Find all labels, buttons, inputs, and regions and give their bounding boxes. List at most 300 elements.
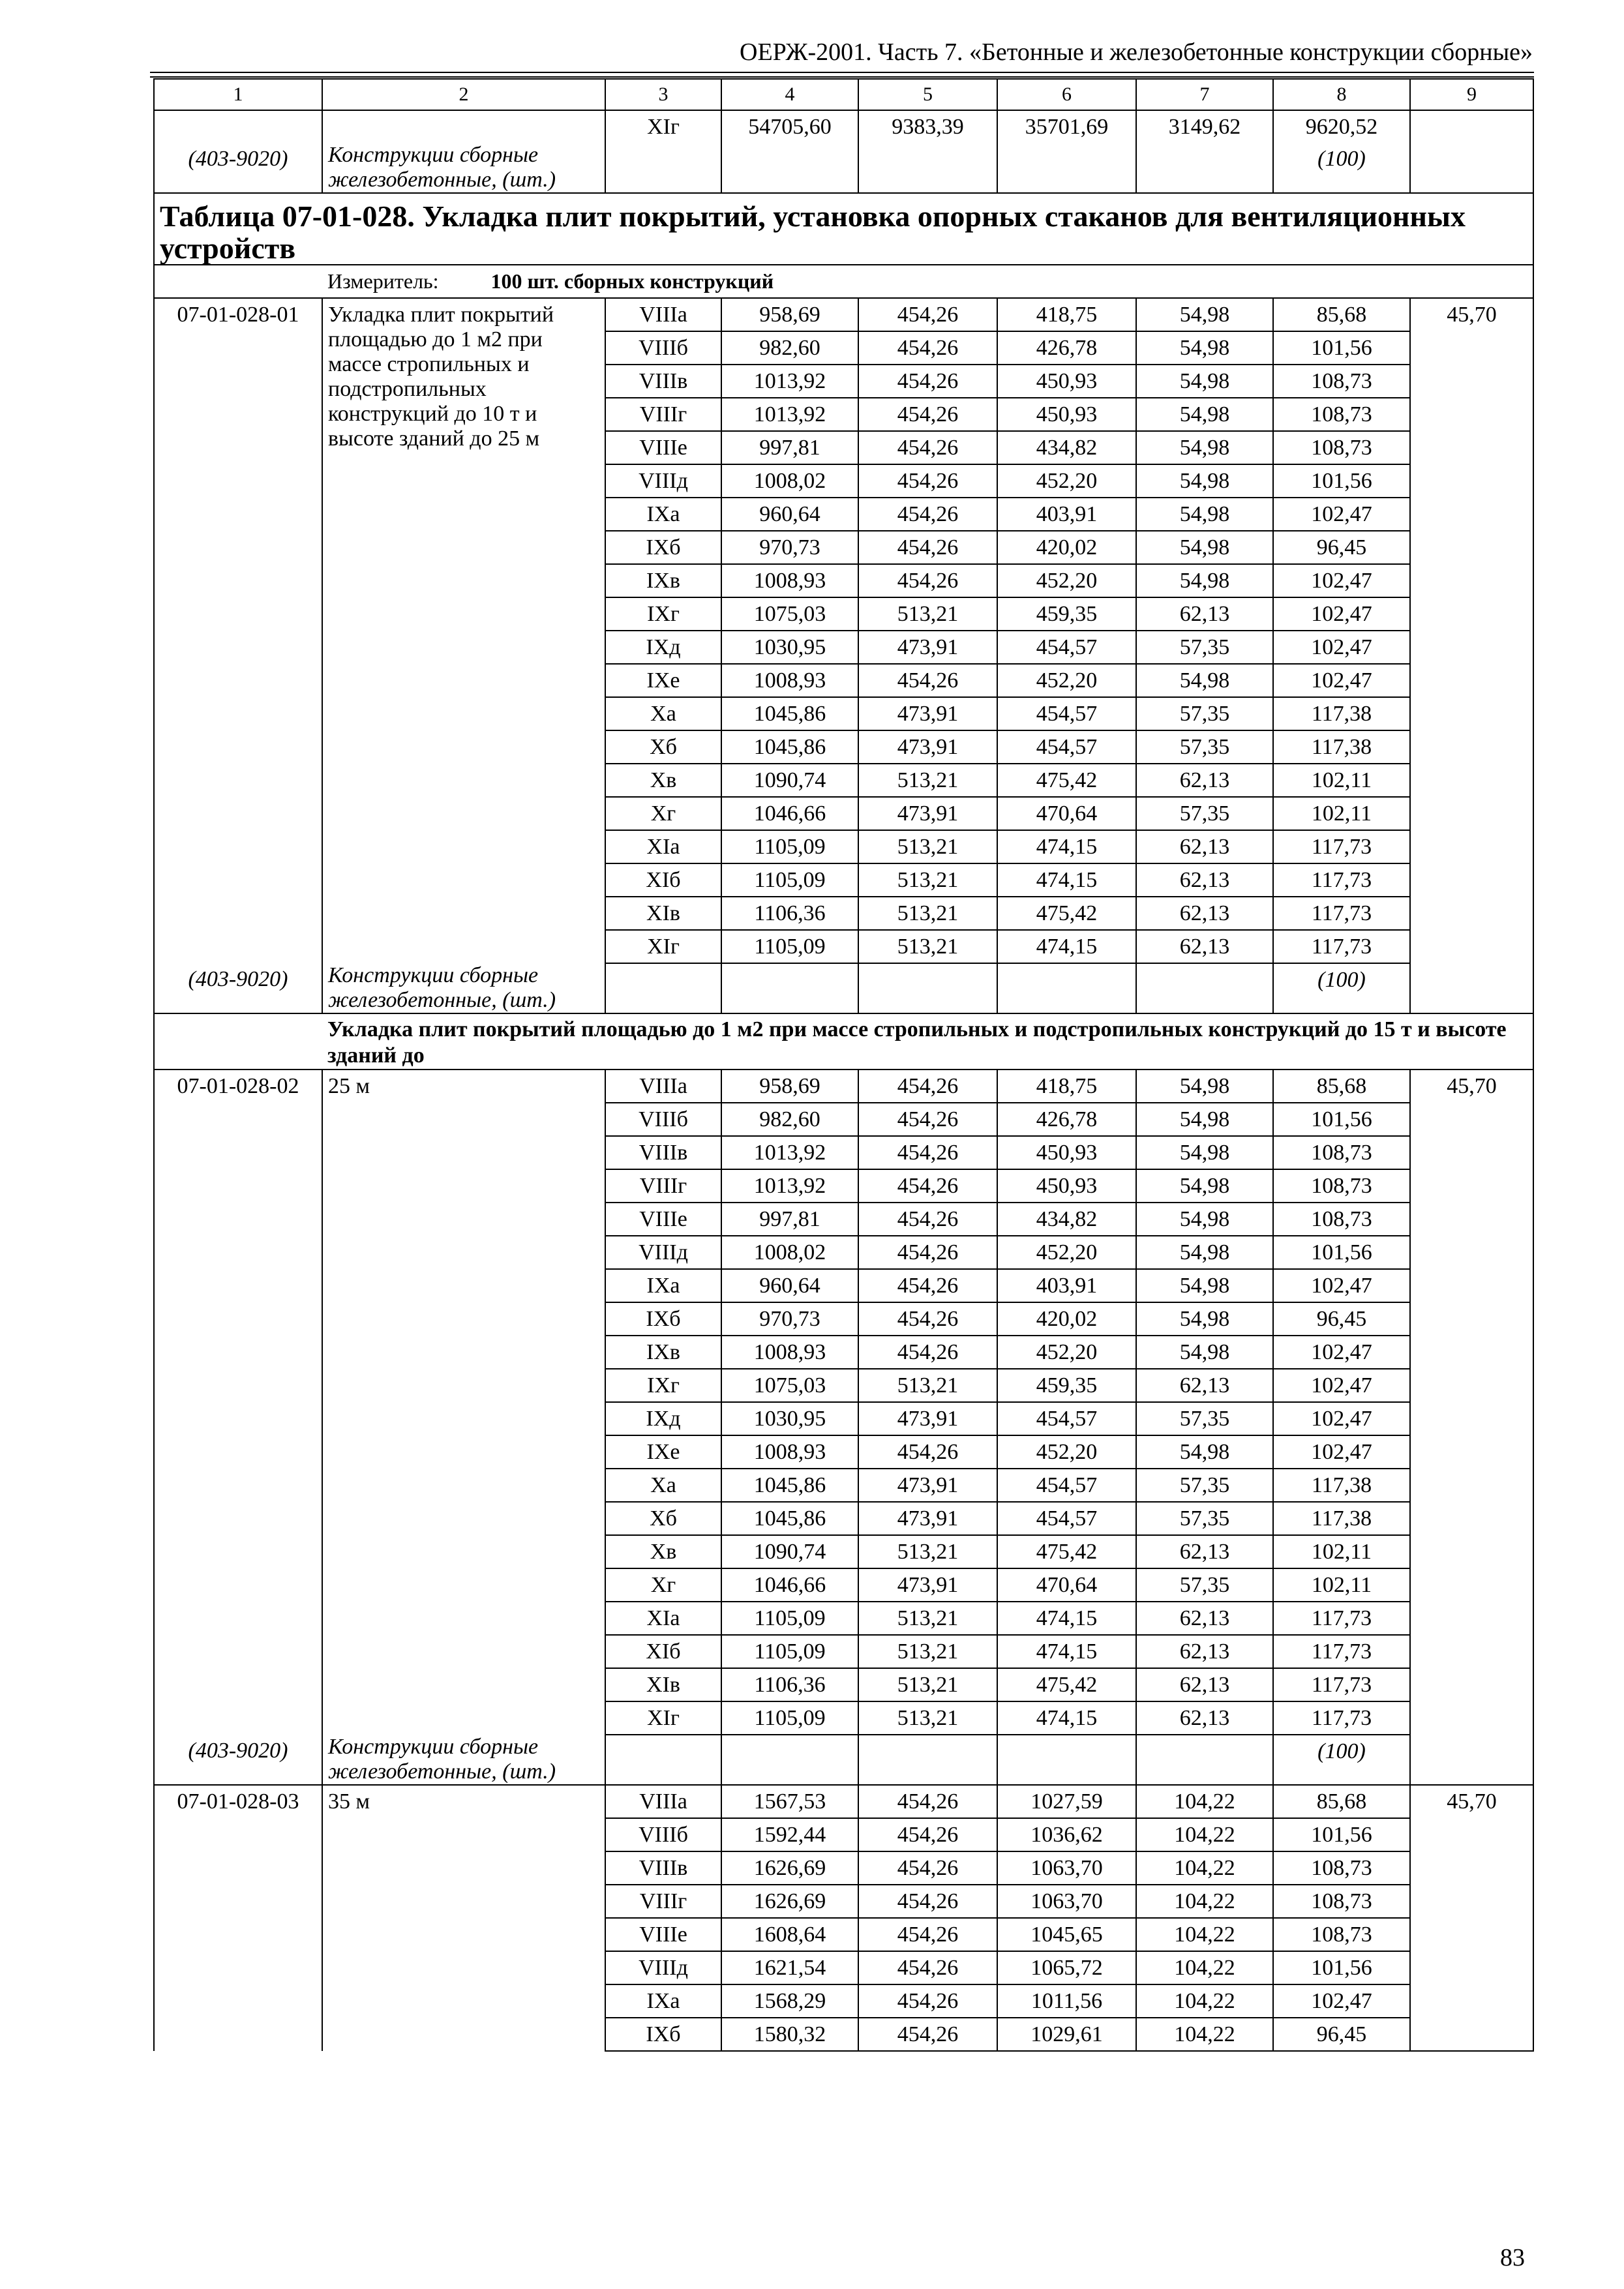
region-code: Xг <box>605 1568 721 1602</box>
column-number-2: 2 <box>322 79 605 110</box>
region-code: XIг <box>605 930 721 963</box>
rate-value: 54,98 <box>1136 331 1273 365</box>
rate-value: 474,15 <box>997 1701 1136 1735</box>
rate-value: 102,47 <box>1273 1369 1410 1402</box>
rate-value: 1008,02 <box>721 1236 858 1269</box>
rate-value: 450,93 <box>997 1169 1136 1203</box>
rate-value: 513,21 <box>858 597 997 631</box>
rate-value: 101,56 <box>1273 1103 1410 1136</box>
value-unit: (100) <box>1317 147 1366 171</box>
rate-value: 1030,95 <box>721 631 858 664</box>
rate-value: 102,47 <box>1273 564 1410 597</box>
rate-value: 1105,09 <box>721 830 858 863</box>
rate-value: 473,91 <box>858 797 997 830</box>
rate-value: 104,22 <box>1136 1851 1273 1885</box>
rate-value: 104,22 <box>1136 1984 1273 2018</box>
rate-value: 117,38 <box>1273 1502 1410 1535</box>
resource-code: (403-9020) <box>154 963 322 1013</box>
region-code: XIв <box>605 897 721 930</box>
region-code: VIIIв <box>605 1136 721 1169</box>
rate-value: 57,35 <box>1136 697 1273 730</box>
rate-value: 1045,86 <box>721 1469 858 1502</box>
column-number-8: 8 <box>1273 79 1410 110</box>
rate-value: 102,47 <box>1273 1435 1410 1469</box>
rate-value: 1008,93 <box>721 1435 858 1469</box>
rate-value: 1567,53 <box>721 1785 858 1818</box>
rate-value: 513,21 <box>858 1369 997 1402</box>
rate-row <box>154 298 1533 331</box>
rate-value: 57,35 <box>1136 631 1273 664</box>
rate-value: 452,20 <box>997 664 1136 697</box>
region-code: VIIIа <box>605 1785 721 1818</box>
rate-value: 454,26 <box>858 365 997 398</box>
rate-value: 1065,72 <box>997 1951 1136 1984</box>
rate-value: 101,56 <box>1273 464 1410 498</box>
rate-value: 513,21 <box>858 897 997 930</box>
rate-value: 1029,61 <box>997 2018 1136 2051</box>
region-code: VIIIе <box>605 1918 721 1951</box>
rate-value: 454,26 <box>858 1818 997 1851</box>
rate-description: 35 м <box>322 1785 605 2051</box>
rate-value: 513,21 <box>858 1635 997 1668</box>
resource-code: (403-9020) <box>154 1735 322 1785</box>
blank-cell <box>858 963 997 1013</box>
rate-value: 475,42 <box>997 1535 1136 1568</box>
rate-value: 454,26 <box>858 1169 997 1203</box>
rate-value: 1046,66 <box>721 797 858 830</box>
region-code: VIIIв <box>605 1851 721 1885</box>
rate-value: 104,22 <box>1136 2018 1273 2051</box>
rate-value: 54,98 <box>1136 531 1273 564</box>
subtitle-row <box>154 1013 1533 1070</box>
rate-value: 454,26 <box>858 331 997 365</box>
rate-value: 1013,92 <box>721 365 858 398</box>
rate-value: 454,26 <box>858 1785 997 1818</box>
rates-table <box>153 78 1534 2052</box>
rate-value: 117,73 <box>1273 1701 1410 1735</box>
rate-value: 96,45 <box>1273 2018 1410 2051</box>
rate-value: 418,75 <box>997 298 1136 331</box>
region-code: VIIIв <box>605 365 721 398</box>
rate-value: 108,73 <box>1273 365 1410 398</box>
rate-value: 454,57 <box>997 631 1136 664</box>
region-code: Xв <box>605 1535 721 1568</box>
rate-value: 117,73 <box>1273 830 1410 863</box>
rate-value: 1106,36 <box>721 897 858 930</box>
rate-value: 474,15 <box>997 863 1136 897</box>
rate-value: 1063,70 <box>997 1885 1136 1918</box>
rate-value: 454,26 <box>858 564 997 597</box>
rate-description: Укладка плит покрытий площадью до 1 м2 при массе стропильных и подстропильных конструкций до 10 т и высоте зданий до 25 м <box>322 298 605 963</box>
rate-value: 62,13 <box>1136 897 1273 930</box>
column-number-1: 1 <box>154 79 322 110</box>
blank-cell <box>858 1735 997 1785</box>
rate-value: 960,64 <box>721 498 858 531</box>
region-code: IXд <box>605 631 721 664</box>
rate-value: 102,47 <box>1273 1336 1410 1369</box>
rate-value: 454,26 <box>858 1236 997 1269</box>
rate-value: 970,73 <box>721 1302 858 1336</box>
rate-value: 54,98 <box>1136 1169 1273 1203</box>
rate-value: 1013,92 <box>721 398 858 431</box>
rate-value: 454,26 <box>858 1302 997 1336</box>
rate-value: 54,98 <box>1136 298 1273 331</box>
rate-value: 473,91 <box>858 730 997 764</box>
rate-value: 1090,74 <box>721 1535 858 1568</box>
region-code: IXв <box>605 1336 721 1369</box>
region-code: Xг <box>605 797 721 830</box>
measure-value: 100 шт. сборных конструкций <box>490 269 774 293</box>
rate-value: 104,22 <box>1136 1785 1273 1818</box>
region-code: IXе <box>605 1435 721 1469</box>
region-code: XIб <box>605 1635 721 1668</box>
rate-value: 420,02 <box>997 1302 1136 1336</box>
rate-value: 454,26 <box>858 498 997 531</box>
region-code: Xб <box>605 730 721 764</box>
rate-value: 450,93 <box>997 1136 1136 1169</box>
rate-value: 473,91 <box>858 1502 997 1535</box>
rate-value: 108,73 <box>1273 431 1410 464</box>
rate-value: 426,78 <box>997 331 1136 365</box>
rate-value: 1592,44 <box>721 1818 858 1851</box>
rate-value: 513,21 <box>858 930 997 963</box>
region-code: XIг <box>605 1701 721 1735</box>
rate-value: 96,45 <box>1273 531 1410 564</box>
resource-row <box>154 1735 1533 1785</box>
rate-value: 454,26 <box>858 2018 997 2051</box>
rate-code: 07-01-028-01 <box>154 298 322 963</box>
blank-cell <box>721 963 858 1013</box>
column-number-7: 7 <box>1136 79 1273 110</box>
value: 9620,52 <box>1305 115 1378 139</box>
rate-value: 1568,29 <box>721 1984 858 2018</box>
rate-row <box>154 1785 1533 1818</box>
rate-value: 57,35 <box>1136 1469 1273 1502</box>
rate-value: 454,26 <box>858 398 997 431</box>
column-number-5: 5 <box>858 79 997 110</box>
rate-value: 102,11 <box>1273 797 1410 830</box>
carryover-row <box>154 110 1533 193</box>
header-rule <box>150 72 1534 73</box>
rate-value: 513,21 <box>858 764 997 797</box>
rate-value: 104,22 <box>1136 1951 1273 1984</box>
rate-value: 1626,69 <box>721 1885 858 1918</box>
rate-value: 54,98 <box>1136 1203 1273 1236</box>
rate-value: 1013,92 <box>721 1136 858 1169</box>
rate-value: 970,73 <box>721 531 858 564</box>
rate-value: 473,91 <box>858 1469 997 1502</box>
region-code: VIIIа <box>605 1070 721 1103</box>
rate-value: 62,13 <box>1136 930 1273 963</box>
rate-value: 1105,09 <box>721 1701 858 1735</box>
rate-value: 418,75 <box>997 1070 1136 1103</box>
rate-value: 473,91 <box>858 697 997 730</box>
rate-value: 62,13 <box>1136 764 1273 797</box>
rate-value: 57,35 <box>1136 730 1273 764</box>
resource-desc: Конструкции сборные железобетонные, (шт.) <box>322 963 605 1013</box>
region-code: XIб <box>605 863 721 897</box>
rate-value: 62,13 <box>1136 1701 1273 1735</box>
rate-value: 108,73 <box>1273 1203 1410 1236</box>
rate-value: 454,26 <box>858 431 997 464</box>
blank-cell <box>1136 1735 1273 1785</box>
rate-value: 54,98 <box>1136 1070 1273 1103</box>
blank-cell <box>997 963 1136 1013</box>
rate-value: 1030,95 <box>721 1402 858 1435</box>
rate-value: 102,47 <box>1273 1984 1410 2018</box>
rate-value: 452,20 <box>997 1236 1136 1269</box>
resource-unit: (100) <box>1273 1735 1410 1785</box>
rate-value: 117,73 <box>1273 1668 1410 1701</box>
rate-value: 57,35 <box>1136 1568 1273 1602</box>
rate-value: 982,60 <box>721 1103 858 1136</box>
blank-cell <box>721 1735 858 1785</box>
resource-code: (403-9020) <box>154 110 322 193</box>
labor-value: 45,70 <box>1410 1070 1533 1785</box>
rate-value: 1027,59 <box>997 1785 1136 1818</box>
table-cell: 9383,39 <box>858 110 997 193</box>
rate-value: 101,56 <box>1273 331 1410 365</box>
rate-value: 454,26 <box>858 664 997 697</box>
rate-value: 452,20 <box>997 1435 1136 1469</box>
rate-value: 85,68 <box>1273 1785 1410 1818</box>
rate-value: 474,15 <box>997 1602 1136 1635</box>
rate-value: 1626,69 <box>721 1851 858 1885</box>
rate-value: 434,82 <box>997 431 1136 464</box>
rate-row <box>154 1070 1533 1103</box>
region-code: IXа <box>605 1269 721 1302</box>
rate-value: 475,42 <box>997 1668 1136 1701</box>
rate-value: 102,47 <box>1273 1269 1410 1302</box>
rate-value: 1075,03 <box>721 1369 858 1402</box>
rate-value: 108,73 <box>1273 1885 1410 1918</box>
rate-value: 958,69 <box>721 1070 858 1103</box>
rate-value: 452,20 <box>997 564 1136 597</box>
rate-value: 104,22 <box>1136 1818 1273 1851</box>
rate-value: 117,38 <box>1273 1469 1410 1502</box>
region-code: XIа <box>605 830 721 863</box>
rate-value: 459,35 <box>997 1369 1136 1402</box>
rate-value: 62,13 <box>1136 1535 1273 1568</box>
region-code: IXб <box>605 1302 721 1336</box>
rate-value: 403,91 <box>997 498 1136 531</box>
header-rule-double <box>150 76 1534 78</box>
rate-value: 1036,62 <box>997 1818 1136 1851</box>
rate-value: 54,98 <box>1136 1336 1273 1369</box>
region-code: IXа <box>605 1984 721 2018</box>
rate-value: 101,56 <box>1273 1236 1410 1269</box>
region-code: Xб <box>605 1502 721 1535</box>
table-title-row <box>154 193 1533 265</box>
rate-value: 117,73 <box>1273 863 1410 897</box>
rate-value: 62,13 <box>1136 1668 1273 1701</box>
rate-value: 454,26 <box>858 1336 997 1369</box>
rate-value: 475,42 <box>997 897 1136 930</box>
rate-code: 07-01-028-02 <box>154 1070 322 1735</box>
rate-value: 102,11 <box>1273 1568 1410 1602</box>
rate-value: 454,26 <box>858 1136 997 1169</box>
rate-value: 450,93 <box>997 398 1136 431</box>
region-code: Xа <box>605 697 721 730</box>
rate-value: 108,73 <box>1273 398 1410 431</box>
rate-value: 1008,93 <box>721 564 858 597</box>
rate-value: 434,82 <box>997 1203 1136 1236</box>
region-code: VIIIб <box>605 1103 721 1136</box>
rate-value: 54,98 <box>1136 431 1273 464</box>
blank-cell <box>154 1013 322 1070</box>
rate-value: 1046,66 <box>721 1568 858 1602</box>
rate-value: 450,93 <box>997 365 1136 398</box>
column-number-6: 6 <box>997 79 1136 110</box>
rate-value: 960,64 <box>721 1269 858 1302</box>
region-code: VIIIб <box>605 1818 721 1851</box>
measure-line <box>322 265 1533 298</box>
resource-desc: Конструкции сборные железобетонные, (шт.) <box>322 110 605 193</box>
rate-value: 57,35 <box>1136 1402 1273 1435</box>
rate-value: 470,64 <box>997 1568 1136 1602</box>
rate-value: 57,35 <box>1136 797 1273 830</box>
rate-value: 454,26 <box>858 1435 997 1469</box>
rate-value: 473,91 <box>858 1402 997 1435</box>
rate-value: 474,15 <box>997 930 1136 963</box>
region-code: VIIIб <box>605 331 721 365</box>
rate-value: 101,56 <box>1273 1818 1410 1851</box>
rate-value: 102,11 <box>1273 764 1410 797</box>
rate-value: 117,73 <box>1273 1602 1410 1635</box>
rate-value: 108,73 <box>1273 1851 1410 1885</box>
measure-row <box>154 265 1533 298</box>
rate-value: 54,98 <box>1136 1435 1273 1469</box>
resource-row <box>154 963 1533 1013</box>
rate-value: 997,81 <box>721 431 858 464</box>
region-code: IXе <box>605 664 721 697</box>
rate-value: 1045,65 <box>997 1918 1136 1951</box>
rate-value: 54,98 <box>1136 498 1273 531</box>
rate-value: 62,13 <box>1136 863 1273 897</box>
region-code: IXд <box>605 1402 721 1435</box>
rate-value: 117,38 <box>1273 730 1410 764</box>
table-cell: XIг <box>605 110 721 193</box>
rate-value: 1608,64 <box>721 1918 858 1951</box>
rate-value: 1075,03 <box>721 597 858 631</box>
rate-value: 452,20 <box>997 1336 1136 1369</box>
rate-value: 102,47 <box>1273 498 1410 531</box>
rate-value: 117,73 <box>1273 1635 1410 1668</box>
rate-value: 104,22 <box>1136 1885 1273 1918</box>
rate-value: 1105,09 <box>721 930 858 963</box>
region-code: VIIIг <box>605 1885 721 1918</box>
table-cell: 35701,69 <box>997 110 1136 193</box>
rate-value: 473,91 <box>858 631 997 664</box>
region-code: IXв <box>605 564 721 597</box>
blank-cell <box>605 963 721 1013</box>
rate-value: 513,21 <box>858 1602 997 1635</box>
rate-value: 454,26 <box>858 1984 997 2018</box>
rate-value: 1008,02 <box>721 464 858 498</box>
rate-value: 62,13 <box>1136 1369 1273 1402</box>
resource-unit: (100) <box>1273 963 1410 1013</box>
rate-value: 1105,09 <box>721 1602 858 1635</box>
rate-value: 1105,09 <box>721 1635 858 1668</box>
rate-value: 454,26 <box>858 1203 997 1236</box>
rate-value: 403,91 <box>997 1269 1136 1302</box>
rate-value: 108,73 <box>1273 1169 1410 1203</box>
rate-value: 513,21 <box>858 830 997 863</box>
rate-value: 85,68 <box>1273 298 1410 331</box>
rate-value: 117,73 <box>1273 897 1410 930</box>
rate-value: 513,21 <box>858 1701 997 1735</box>
rate-value: 108,73 <box>1273 1136 1410 1169</box>
column-number-4: 4 <box>721 79 858 110</box>
rate-description: 25 м <box>322 1070 605 1735</box>
rate-value: 102,11 <box>1273 1535 1410 1568</box>
column-number-row <box>154 79 1533 110</box>
rate-value: 454,26 <box>858 1918 997 1951</box>
region-code: VIIIг <box>605 1169 721 1203</box>
rate-value: 454,26 <box>858 1103 997 1136</box>
rate-value: 452,20 <box>997 464 1136 498</box>
rate-value: 1090,74 <box>721 764 858 797</box>
rate-value: 982,60 <box>721 331 858 365</box>
rate-value: 54,98 <box>1136 365 1273 398</box>
rate-value: 958,69 <box>721 298 858 331</box>
table-cell <box>1410 110 1533 193</box>
region-code: XIа <box>605 1602 721 1635</box>
rate-value: 454,26 <box>858 1951 997 1984</box>
rate-value: 54,98 <box>1136 1103 1273 1136</box>
cell-v8 <box>1273 110 1410 193</box>
rate-value: 54,98 <box>1136 664 1273 697</box>
rate-value: 1105,09 <box>721 863 858 897</box>
rate-value: 54,98 <box>1136 1269 1273 1302</box>
rate-value: 1013,92 <box>721 1169 858 1203</box>
column-number-9: 9 <box>1410 79 1533 110</box>
labor-value: 45,70 <box>1410 298 1533 1013</box>
rate-value: 57,35 <box>1136 1502 1273 1535</box>
rate-value: 117,73 <box>1273 930 1410 963</box>
region-code: VIIIд <box>605 1236 721 1269</box>
rate-value: 54,98 <box>1136 564 1273 597</box>
rate-value: 62,13 <box>1136 1602 1273 1635</box>
rate-value: 62,13 <box>1136 830 1273 863</box>
rate-value: 997,81 <box>721 1203 858 1236</box>
rate-value: 454,57 <box>997 1502 1136 1535</box>
region-code: IXа <box>605 498 721 531</box>
rate-value: 102,47 <box>1273 1402 1410 1435</box>
rate-value: 513,21 <box>858 1668 997 1701</box>
rate-value: 1045,86 <box>721 730 858 764</box>
rate-value: 1008,93 <box>721 664 858 697</box>
rate-value: 474,15 <box>997 1635 1136 1668</box>
rate-value: 454,26 <box>858 1070 997 1103</box>
region-code: IXб <box>605 2018 721 2051</box>
table-cell: 3149,62 <box>1136 110 1273 193</box>
region-code: IXг <box>605 1369 721 1402</box>
rate-value: 54,98 <box>1136 398 1273 431</box>
running-header: ОЕРЖ-2001. Часть 7. «Бетонные и железобетонные конструкции сборные» <box>740 38 1533 66</box>
rate-value: 1063,70 <box>997 1851 1136 1885</box>
rate-value: 54,98 <box>1136 1236 1273 1269</box>
rate-value: 454,57 <box>997 730 1136 764</box>
column-number-3: 3 <box>605 79 721 110</box>
region-code: VIIIа <box>605 298 721 331</box>
rate-value: 454,26 <box>858 298 997 331</box>
rate-value: 454,57 <box>997 1469 1136 1502</box>
rate-value: 1008,93 <box>721 1336 858 1369</box>
region-code: VIIIе <box>605 431 721 464</box>
page-number: 83 <box>1500 2244 1525 2271</box>
blank-cell <box>997 1735 1136 1785</box>
